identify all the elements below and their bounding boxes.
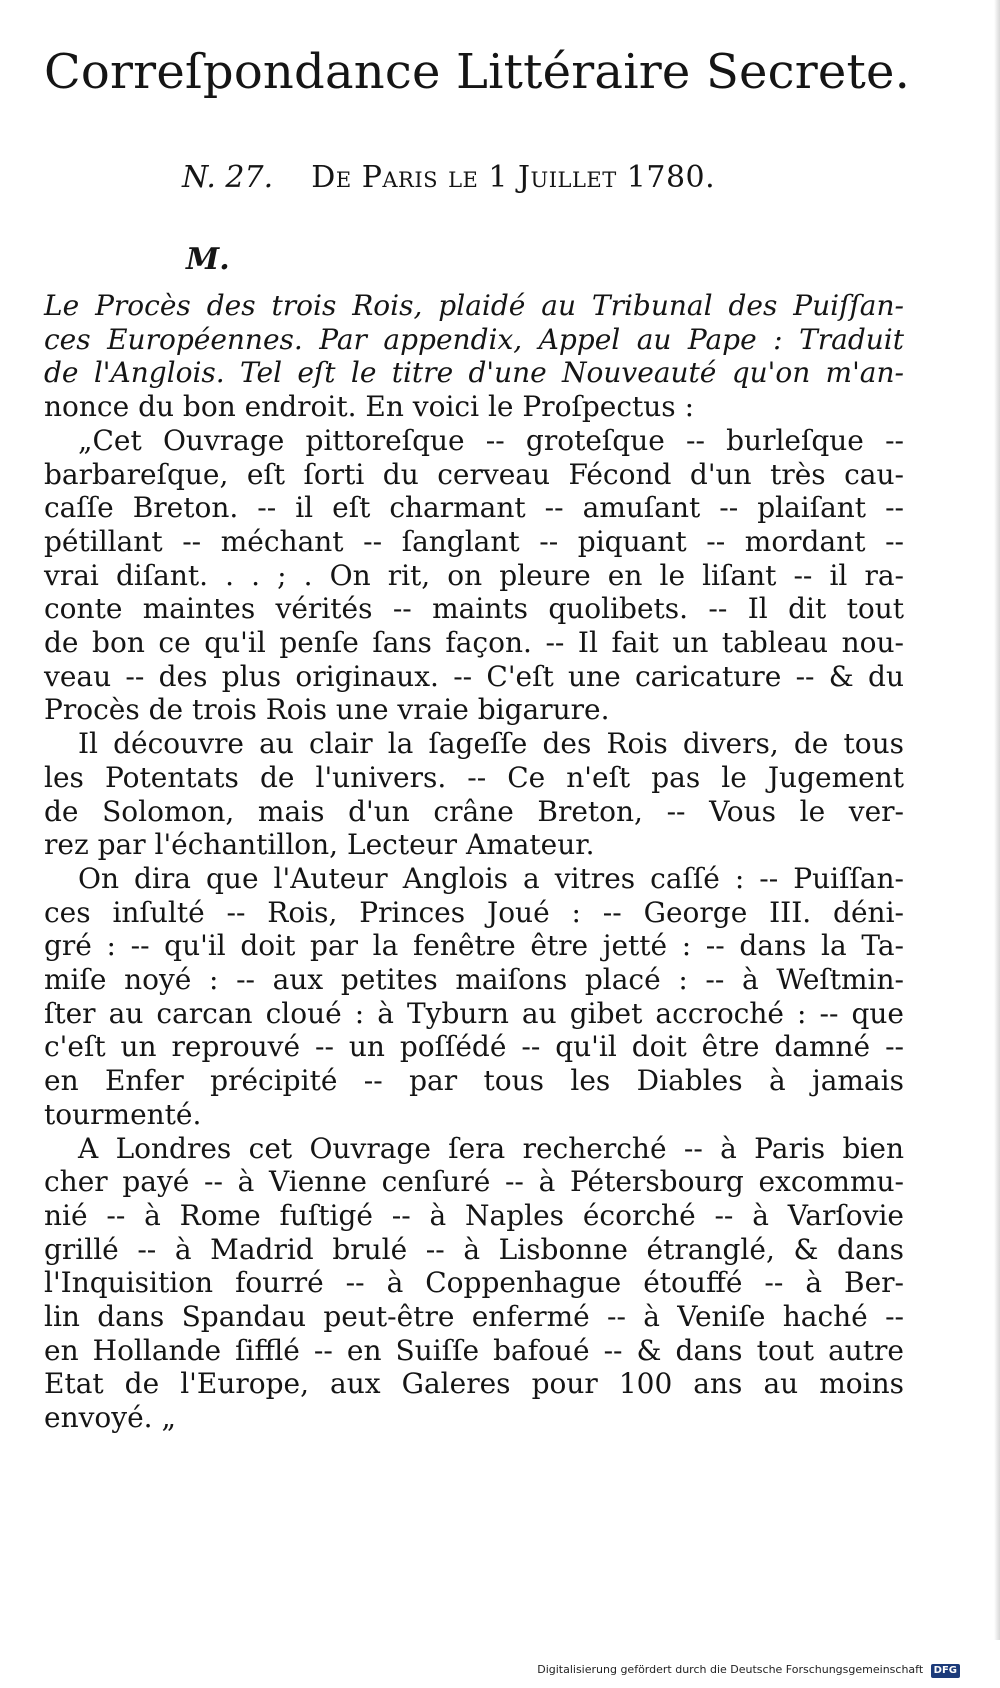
footer-credit: Digitalisierung gefördert durch die Deutsche Forschungsgemeinschaft [537,1663,924,1676]
text-line: rez par l'échantillon, Lecteur Amateur. [44,828,595,861]
text-line: de l'Anglois. Tel eſt le titre d'une Nouveauté qu'on m'an- [44,356,904,389]
text-line: nié -- à Rome fuſtigé -- à Naples écorché -- à Varſovie [44,1199,904,1232]
issue-number: N. 27. [182,160,274,195]
text-line: lin dans Spandau peut-être enfermé -- à Veniſe haché -- [44,1300,904,1333]
text-line: On dira que l'Auteur Anglois a vitres caſſé : -- Puiſſan- [78,862,904,895]
text-line: de bon ce qu'il penſe ſans façon. -- Il fait un tableau nou- [44,626,904,659]
text-line: grillé -- à Madrid brulé -- à Lisbonne étranglé, & dans [44,1233,904,1266]
issue-dateline [182,158,715,198]
text-line: conte maintes vérités -- maints quolibets. -- Il dit tout [44,592,904,625]
text-line: nonce du bon endroit. En voici le Proſpectus : [44,390,695,423]
text-line: A Londres cet Ouvrage ſera recherché -- à Paris bien [78,1132,904,1165]
text-line: ces inſulté -- Rois, Princes Joué : -- George III. déni- [44,896,904,929]
text-line: Procès de trois Rois une vraie bigarure. [44,693,610,726]
text-line: vrai diſant. . . ; . On rit, on pleure en le liſant -- il ra- [44,559,904,592]
text-line: gré : -- qu'il doit par la fenêtre être jetté : -- dans la Ta- [44,929,904,962]
text-line: cher payé -- à Vienne cenſuré -- à Pétersbourg excommu- [44,1165,904,1198]
text-line: barbareſque, eſt ſorti du cerveau Fécond d'un très cau- [44,458,904,491]
text-line: les Potentats de l'univers. -- Ce n'eſt pas le Jugement [44,761,904,794]
text-line: veau -- des plus originaux. -- C'eſt une caricature -- & du [44,660,904,693]
text-line: en Enfer précipité -- par tous les Diables à jamais [44,1064,904,1097]
text-line: l'Inquisition fourré -- à Coppenhague étouffé -- à Ber- [44,1266,904,1299]
page-edge [994,0,1000,1640]
text-line: ces Européennes. Par appendix, Appel au Pape : Traduit [44,323,904,356]
text-line: de Solomon, mais d'un crâne Breton, -- Vous le ver- [44,795,904,828]
place-date: De Paris le 1 Juillet 1780. [311,160,716,195]
dfg-logo: DFG [931,1664,960,1678]
text-line: Etat de l'Europe, aux Galeres pour 100 ans au moins [44,1367,904,1400]
text-line: envoyé. „ [44,1401,176,1434]
text-line: miſe noyé : -- aux petites maiſons placé : -- à Weſtmin- [44,963,904,996]
text-line: „Cet Ouvrage pittoreſque -- groteſque -- burleſque -- [78,424,904,457]
text-line: Le Procès des trois Rois, plaidé au Tribunal des Puiſſan- [44,289,904,322]
text-line: en Hollande ſifflé -- en Suiſſe bafoué -- & dans tout autre [44,1334,904,1367]
text-line: ſter au carcan cloué : à Tyburn au gibet accroché : -- que [44,997,904,1030]
text-line: caſſe Breton. -- il eſt charmant -- amuſant -- plaiſant -- [44,491,904,524]
journal-title: Correſpondance Littéraire Secrete. [44,44,911,100]
text-line: c'eſt un reprouvé -- un poſſédé -- qu'il doit être damné -- [44,1030,904,1063]
text-line: pétillant -- méchant -- ſanglant -- piquant -- mordant -- [44,525,904,558]
text-line: tourmenté. [44,1098,202,1131]
salutation: M. [186,242,230,277]
digitization-footer [537,1663,960,1678]
text-line: Il découvre au clair la ſageſſe des Rois divers, de tous [78,727,904,760]
